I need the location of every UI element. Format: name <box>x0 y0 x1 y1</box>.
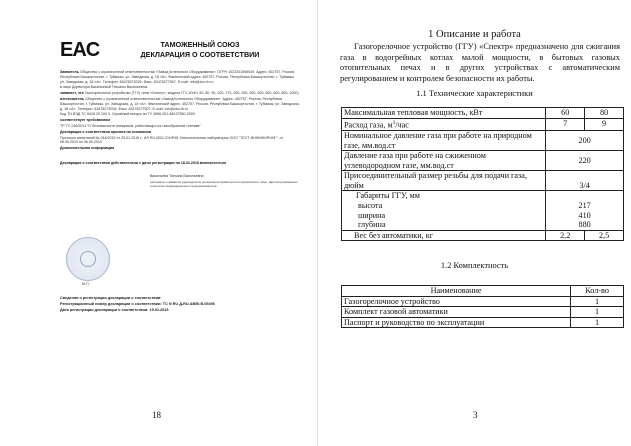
manual-page <box>318 0 631 446</box>
intro-paragraph: Газогорелочное устройство (ГГУ) «Спектр» предназначено для сжигания газа в водогрейных котлах малой мощности, в бытовых газовых отопительных печах и в других устройствах с автоматическим регулированием и контролем безопасности их работы. <box>340 42 620 83</box>
declares-heading: заявляет, что <box>60 91 84 96</box>
director-text: в лице Директора Васильевой Татьяны Васильевны <box>60 85 148 90</box>
table-row <box>342 230 624 241</box>
validity-text: Декларация о соответствии действительна с даты регистрации по 18.02.2018 включительно <box>60 160 227 165</box>
compliance-text: ТР ТС 016/2011 "О безопасности аппаратов, работающих на газообразном топливе" <box>60 123 201 128</box>
table-row <box>342 108 624 119</box>
compliance-heading: соответствует требованиям <box>60 118 111 123</box>
spec-value-60: 2,2 <box>546 230 585 241</box>
spec-value-80: 2,5 <box>585 230 624 241</box>
spec-label: Присоединительный размер резьбы для подачи газа, дюйм <box>342 171 546 191</box>
basis-heading: Декларация о соответствии принята на основании <box>60 129 151 134</box>
signer-role: (инициалы и фамилия руководителя организации-заявителя или физического лица, зарегистрированного в качестве индивидуального предпринимателя) <box>150 179 298 188</box>
spec-label: Номинальное давление газа при работе на природном газе, мм.вод.ст <box>342 130 546 150</box>
table-row <box>342 171 624 191</box>
dim-depth-value: 880 <box>578 220 591 230</box>
spec-label: Расход газа, $м^3$/час <box>342 118 546 130</box>
item-name: Паспорт и руководство по эксплуатации <box>342 317 571 328</box>
spec-value-60: 60 <box>546 108 585 119</box>
dimensions-values <box>546 191 624 230</box>
title-line-2: ДЕКЛАРАЦИЯ О СООТВЕТСТВИИ <box>140 50 260 59</box>
basis-text: Протокол испытаний № 044/2015 от 29.01.2015 г., ИЛ RU.0001.21НР45, Испытательная лаборатория ООО "ТЕСТ-ИНЖИНИРИНГ", от 06.09.2010 по 06.09.2015 <box>60 135 284 145</box>
table-row <box>342 130 624 150</box>
dim-width-label: ширина <box>358 210 386 220</box>
item-name: Комплект газовой автоматики <box>342 307 571 318</box>
registration-block <box>60 295 300 313</box>
page-number-right: 3 <box>473 410 478 420</box>
spec-value-60: 7 <box>546 118 585 130</box>
declaration-title <box>100 40 300 60</box>
dim-depth-label: глубина <box>358 220 386 230</box>
reg-heading: Сведения о регистрации декларации о соответствии: <box>60 296 162 300</box>
dimensions-cell <box>342 191 546 230</box>
dim-height-value: 217 <box>578 201 591 211</box>
title-line-1: ТАМОЖЕННЫЙ СОЮЗ <box>160 40 240 49</box>
table-row <box>342 317 624 328</box>
declaration-body <box>60 70 300 189</box>
item-qty: 1 <box>571 317 624 328</box>
section-title: 1 Описание и работа <box>428 29 521 40</box>
spec-value: 220 <box>546 151 624 171</box>
reg-number: Регистрационный номер декларации о соответствии: ТС N RU Д-RU.АВ50.В.05496 <box>60 302 215 306</box>
spec-label: Максимальная тепловая мощность, кВт <box>342 108 546 119</box>
spec-label: Габариты ГГУ, мм <box>356 191 420 201</box>
specs-table <box>341 107 624 241</box>
table-row <box>342 307 624 318</box>
completeness-table <box>341 285 624 328</box>
signer-name: Васильева Татьяна Васильевна <box>150 173 204 178</box>
manufacturer-text: Общество с ограниченной ответственностью «Завод Котельного Оборудования». Адрес: 452757, Россия, Республика Башкортостан, г. Туймазы, ул. Заводская, д. 18 «А». Фактический адрес: 452757, Россия, Республика Башкортостан, г. Туймазы, ул. Заводская, д. 18 «А». Телефон: 83478273026, Факс: 83478277507, E-mail: info@zko-rb.ru <box>60 96 300 111</box>
stamp-inner-ring <box>80 251 96 267</box>
extra-heading: Дополнительная информация <box>60 146 115 151</box>
table-row <box>342 118 624 130</box>
table-header-row <box>342 286 624 297</box>
specs-title: 1.1 Технические характеристики <box>416 89 533 98</box>
spec-value-80: 9 <box>585 118 624 130</box>
manufacturer-heading: изготовитель <box>60 96 85 101</box>
stamp-caption: М.П. <box>82 282 90 286</box>
spec-value-80: 80 <box>585 108 624 119</box>
declarant-heading: Заявитель <box>60 70 80 74</box>
reg-date: Дата регистрации декларации о соответствии: 19.02.2015 <box>60 308 169 312</box>
codes-text: Код ТН ВЭД ТС 8416 20 100 0. Серийный выпуск по ТУ 3696-001-88137550-2009 <box>60 112 195 117</box>
spec-label: Вес без автоматики, кг <box>342 230 546 241</box>
dim-width-value: 410 <box>578 210 591 220</box>
dim-height-label: высота <box>358 201 383 211</box>
item-qty: 1 <box>571 296 624 307</box>
completeness-title: 1.2 Комплектность <box>440 261 509 270</box>
spec-value: 3/4 <box>546 171 624 191</box>
eac-logo: EAC <box>60 39 100 61</box>
table-row <box>342 296 624 307</box>
col-header-name: Наименование <box>342 286 571 297</box>
table-row <box>342 151 624 171</box>
declarant-text: Общество с ограниченной ответственностью «Завод Котельного Оборудования», ОГРН 1022201598549. Адрес: 452757, Россия, Республика Башкортостан, г. Туймазы, ул. Заводская, д. 18 «А». Фактический адрес: 452757, Россия, Республика Башкортостан, г. Туймазы, ул. Заводская, д. 18 «А». Телефон: 83478273026, Факс: 83478277507, E-mail: info@zko-rb.ru <box>60 70 296 84</box>
table-row <box>342 191 624 230</box>
spec-value: 200 <box>546 130 624 150</box>
col-header-qty: Кол-во <box>571 286 624 297</box>
spec-label: Давление газа при работе на сжиженном углеводородном газе, мм.вод.ст <box>342 151 546 171</box>
page-number-left: 18 <box>152 410 161 420</box>
declares-text: Газогорелочное устройство (ГГУ) типа «Спектр», модели ГГУ-20/40, 60, 80, 90, 100, 170, 200, 250, 300, 400, 500, 600, 800, 1000) <box>84 91 299 96</box>
item-qty: 1 <box>571 307 624 318</box>
item-name: Газогорелочное устройство <box>342 296 571 307</box>
